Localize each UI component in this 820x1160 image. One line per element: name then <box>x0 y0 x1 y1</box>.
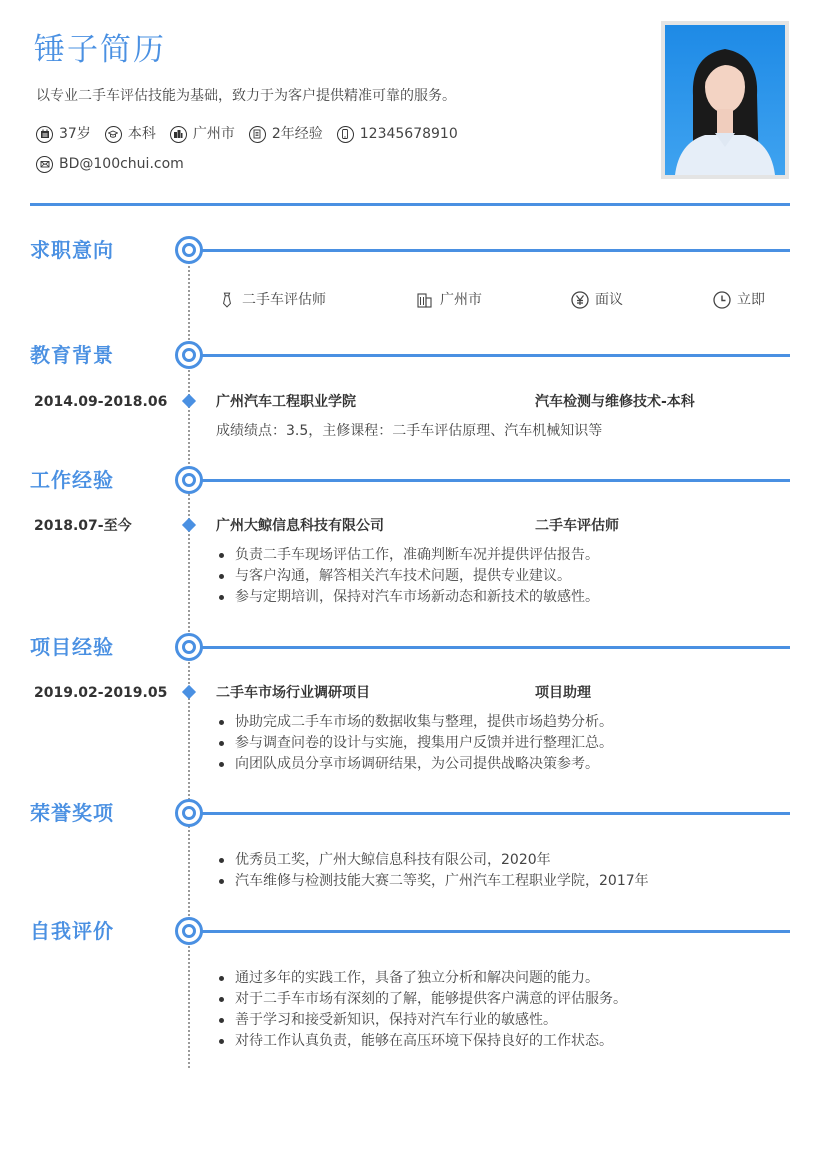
list-item: 参与定期培训，保持对汽车市场新动态和新技术的敏感性。 <box>216 587 599 608</box>
list-item: 对待工作认真负责，能够在高压环境下保持良好的工作状态。 <box>216 1031 627 1052</box>
timeline-node-icon <box>175 236 203 264</box>
intent-salary <box>571 290 623 310</box>
intent-salary-text: 面议 <box>595 292 623 308</box>
intent-position-text: 二手车评估师 <box>242 292 326 308</box>
section-title-work: 工作经验 <box>30 468 114 492</box>
project-bullets <box>216 712 613 775</box>
diamond-marker-icon <box>182 685 196 699</box>
section-line <box>202 249 790 252</box>
info-row <box>36 154 198 174</box>
info-age <box>36 124 91 144</box>
building-icon <box>170 126 187 143</box>
project-role: 项目助理 <box>535 685 591 701</box>
section-title-intent: 求职意向 <box>30 238 114 262</box>
section-title-project: 项目经验 <box>30 635 114 659</box>
education-school: 广州汽车工程职业学院 <box>216 394 356 410</box>
resume-name: 锤子简历 <box>34 32 166 68</box>
portrait-image <box>665 25 785 175</box>
intent-city <box>416 290 482 310</box>
motto: 以专业二手车评估技能为基础，致力于为客户提供精准可靠的服务。 <box>36 88 456 104</box>
list-item: 参与调查问卷的设计与实施，搜集用户反馈并进行整理汇总。 <box>216 733 613 754</box>
timeline-node-icon <box>175 633 203 661</box>
section-line <box>202 479 790 482</box>
list-item: 通过多年的实践工作，具备了独立分析和解决问题的能力。 <box>216 968 627 989</box>
education-desc: 成绩绩点：3.5，主修课程：二手车评估原理、汽车机械知识等 <box>216 423 603 439</box>
education-date: 2014.09-2018.06 <box>34 394 168 410</box>
section-line <box>202 812 790 815</box>
self-bullets <box>216 968 627 1052</box>
section-title-awards: 荣誉奖项 <box>30 801 114 825</box>
experience-text: 2年经验 <box>271 126 323 142</box>
awards-bullets <box>216 850 649 892</box>
clock-icon <box>713 291 731 309</box>
intent-availability <box>713 290 765 310</box>
intent-availability-text: 立即 <box>737 292 765 308</box>
project-name: 二手车市场行业调研项目 <box>216 685 370 701</box>
diamond-marker-icon <box>182 394 196 408</box>
email-text: BD@100chui.com <box>59 156 184 172</box>
list-item: 优秀员工奖，广州大鲸信息科技有限公司，2020年 <box>216 850 649 871</box>
list-item: 向团队成员分享市场调研结果，为公司提供战略决策参考。 <box>216 754 613 775</box>
project-date: 2019.02-2019.05 <box>34 685 168 701</box>
timeline-node-icon <box>175 466 203 494</box>
intent-position <box>218 290 326 310</box>
city-icon <box>416 291 434 309</box>
section-title-education: 教育背景 <box>30 343 114 367</box>
city-text: 广州市 <box>192 126 235 142</box>
diamond-marker-icon <box>182 518 196 532</box>
list-item: 协助完成二手车市场的数据收集与整理，提供市场趋势分析。 <box>216 712 613 733</box>
section-line <box>202 930 790 933</box>
header-divider <box>30 203 790 206</box>
section-line <box>202 646 790 649</box>
timeline-line <box>188 262 190 1068</box>
phone-text: 12345678910 <box>359 126 458 142</box>
list-item: 汽车维修与检测技能大赛二等奖，广州汽车工程职业学院，2017年 <box>216 871 649 892</box>
calendar-icon <box>36 126 53 143</box>
yen-icon <box>571 291 589 309</box>
list-item: 对于二手车市场有深刻的了解，能够提供客户满意的评估服务。 <box>216 989 627 1010</box>
graduation-cap-icon <box>105 126 122 143</box>
profile-photo <box>661 21 789 179</box>
info-email <box>36 154 184 174</box>
phone-icon <box>337 126 354 143</box>
info-phone <box>337 124 458 144</box>
education-major: 汽车检测与维修技术-本科 <box>535 394 695 410</box>
age-text: 37岁 <box>59 126 91 142</box>
list-item: 负责二手车现场评估工作，准确判断车况并提供评估报告。 <box>216 545 599 566</box>
degree-text: 本科 <box>127 126 156 142</box>
list-item: 与客户沟通，解答相关汽车技术问题，提供专业建议。 <box>216 566 599 587</box>
section-line <box>202 354 790 357</box>
info-experience <box>249 124 323 144</box>
work-bullets <box>216 545 599 608</box>
tie-icon <box>218 291 236 309</box>
info-city <box>170 124 235 144</box>
intent-city-text: 广州市 <box>440 292 482 308</box>
timeline-node-icon <box>175 917 203 945</box>
section-title-self: 自我评价 <box>30 919 114 943</box>
work-role: 二手车评估师 <box>535 518 619 534</box>
timeline-node-icon <box>175 341 203 369</box>
mail-icon <box>36 156 53 173</box>
document-icon <box>249 126 266 143</box>
info-row <box>36 124 472 144</box>
work-date: 2018.07-至今 <box>34 518 132 534</box>
timeline-node-icon <box>175 799 203 827</box>
info-degree <box>105 124 156 144</box>
list-item: 善于学习和接受新知识，保持对汽车行业的敏感性。 <box>216 1010 627 1031</box>
work-company: 广州大鲸信息科技有限公司 <box>216 518 384 534</box>
